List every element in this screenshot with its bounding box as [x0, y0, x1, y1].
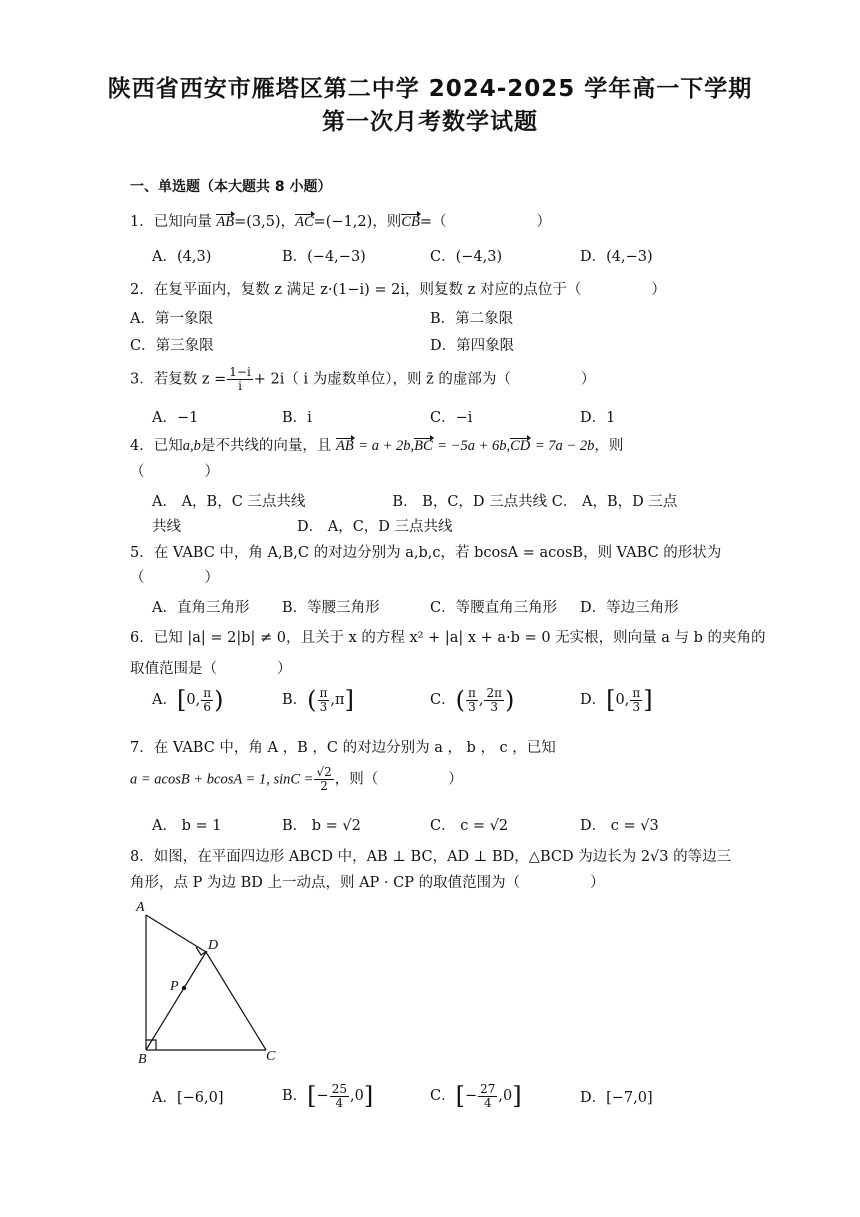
label-b: B — [138, 1052, 147, 1067]
question-number: 1． — [130, 214, 154, 230]
answer-paren: （ — [130, 464, 145, 480]
question-3 — [130, 366, 595, 393]
question-5 — [130, 541, 721, 562]
question-text: 在 VABC 中，角 A ，B ，C 的对边分别为 a ， b ， c ，已知 — [153, 740, 556, 756]
question-text: ，则（ — [334, 771, 379, 788]
quadrilateral-figure — [128, 897, 288, 1067]
q8-option-a[interactable]: A．[−6,0] — [152, 1090, 224, 1106]
vector-ab: AB — [335, 438, 354, 454]
q7-option-a[interactable]: A． b = 1 — [152, 818, 222, 834]
q2-option-b[interactable]: B．第二象限 — [430, 311, 514, 327]
question-number: 6． — [130, 630, 154, 646]
question-text: =（ — [419, 214, 447, 230]
question-text: + 2i（ i 为虚数单位），则 z̄ 的虚部为（ — [253, 371, 511, 388]
exam-title-line-2: 第一次月考数学试题 — [322, 109, 538, 135]
question-text: ，则 — [594, 438, 624, 454]
segment-bd — [146, 952, 206, 1050]
question-number: 4． — [130, 438, 154, 454]
q6-option-d[interactable]: D．[0, $\frac{\pi}{3}$ ] — [580, 685, 653, 714]
question-text: 取值范围是（ — [130, 661, 217, 677]
vectors-ab: a,b — [182, 438, 201, 454]
question-text: 角形，点 P 为边 BD 上一动点，则 AP · CP 的取值范围为（ — [130, 875, 521, 891]
answer-paren: ） — [204, 464, 219, 480]
answer-paren: ） — [204, 570, 219, 586]
q5-option-b[interactable]: B．等腰三角形 — [282, 600, 380, 616]
segment-dc — [206, 952, 266, 1050]
question-1 — [130, 210, 551, 231]
vector-ab: AB — [216, 214, 235, 230]
question-text: 若复数 z = — [153, 371, 227, 388]
question-text: 已知 |a| = 2|b| ≠ 0，且关于 x 的方程 x² + |a| x + a·b = 0 无实根，则向量 a 与 b 的夹角的 — [153, 630, 766, 646]
point-p — [182, 986, 186, 990]
q6-option-b[interactable]: B．( $\frac{\pi}{3}$ ,π] — [282, 685, 354, 714]
q2-option-a[interactable]: A．第一象限 — [130, 311, 213, 327]
segment-ad — [146, 915, 206, 952]
q2-option-d[interactable]: D．第四象限 — [430, 338, 515, 354]
question-6-line-2 — [130, 657, 292, 678]
q3-option-c[interactable]: C．−i — [430, 410, 473, 426]
fraction: $\frac{1-i}{i}$ — [229, 365, 251, 393]
q1-option-b[interactable]: B．(−4,−3) — [282, 249, 366, 265]
question-number: 5． — [130, 545, 154, 561]
label-d: D — [208, 938, 219, 953]
q1-option-d[interactable]: D．(4,−3) — [580, 249, 653, 265]
answer-paren: （ — [130, 570, 145, 586]
section-heading: 一、单选题（本大题共 8 小题） — [130, 179, 332, 195]
label-a: A — [136, 900, 145, 915]
equation: = a + 2b, — [358, 438, 415, 454]
answer-paren: ） — [448, 771, 463, 788]
question-text: 已知 — [153, 438, 183, 454]
answer-paren: ） — [580, 371, 596, 388]
question-text: ，则 — [372, 214, 402, 230]
q2-option-c[interactable]: C．第三象限 — [130, 338, 214, 354]
vector-value: =(3,5) — [234, 214, 281, 230]
question-6 — [130, 626, 766, 647]
q3-option-a[interactable]: A．−1 — [152, 410, 199, 426]
vector-cb: CB — [401, 214, 420, 230]
question-number: 7． — [130, 740, 154, 756]
question-number: 2． — [130, 282, 154, 298]
q7-option-c[interactable]: C． c = √2 — [430, 818, 509, 834]
q8-option-d[interactable]: D．[−7,0] — [580, 1090, 653, 1106]
question-5-paren — [130, 566, 219, 587]
question-7-condition — [130, 766, 463, 793]
question-4-paren — [130, 460, 219, 481]
question-7 — [130, 736, 556, 757]
q7-option-d[interactable]: D． c = √3 — [580, 818, 659, 834]
vector-bc: BC — [414, 438, 433, 454]
condition: a = acosB + bcosA = 1, sinC = — [130, 771, 314, 788]
q5-option-c[interactable]: C．等腰直角三角形 — [430, 600, 558, 616]
question-text: 在复平面内，复数 z 满足 z·(1−i) = 2i，则复数 z 对应的点位于（ — [153, 282, 582, 298]
label-c: C — [266, 1049, 276, 1064]
q5-option-a[interactable]: A．直角三角形 — [152, 600, 250, 616]
vector-value: =(−1,2) — [313, 214, 373, 230]
q8-option-b[interactable]: B．[− $\frac{25}{4}$ ,0] — [282, 1081, 374, 1110]
question-4 — [130, 434, 623, 455]
answer-paren: ） — [277, 661, 292, 677]
q4-options-line-1[interactable]: A． A，B，C 三点共线 B． B，C，D 三点共线 C． A，B，D 三点 — [152, 494, 678, 510]
question-8 — [130, 845, 731, 866]
question-number: 3． — [130, 371, 154, 388]
label-p: P — [170, 979, 179, 994]
equation: = −5a + 6b, — [437, 438, 511, 454]
q5-option-d[interactable]: D．等边三角形 — [580, 600, 679, 616]
q3-option-d[interactable]: D．1 — [580, 410, 616, 426]
q1-option-a[interactable]: A．(4,3) — [152, 249, 212, 265]
question-text: 是不共线的向量，且 — [200, 438, 332, 454]
separator: ， — [280, 214, 296, 230]
q7-option-b[interactable]: B． b = √2 — [282, 818, 361, 834]
answer-paren: ） — [651, 282, 666, 298]
q6-option-a[interactable]: A．[0, $\frac{\pi}{6}$ ) — [152, 685, 224, 714]
question-8-line-2 — [130, 871, 605, 892]
q8-option-c[interactable]: C．[− $\frac{27}{4}$ ,0] — [430, 1081, 522, 1110]
q4-options-line-2[interactable]: 共线 D． A，C，D 三点共线 — [152, 519, 453, 535]
question-text: 如图，在平面四边形 ABCD 中，AB ⊥ BC，AD ⊥ BD，△BCD 为边长为 2√3 的等边三 — [153, 849, 732, 865]
answer-paren: ） — [536, 214, 551, 230]
exam-title-line-1: 陕西省西安市雁塔区第二中学 2024-2025 学年高一下学期 — [107, 76, 753, 102]
question-text: 在 VABC 中，角 A,B,C 的对边分别为 a,b,c，若 bcosA = acosB，则 VABC 的形状为 — [153, 545, 722, 561]
vector-cd: CD — [510, 438, 531, 454]
q6-option-c[interactable]: C．( $\frac{\pi}{3}$ , $\frac{2\pi}{3}$ ) — [430, 685, 515, 714]
q1-option-c[interactable]: C．(−4,3) — [430, 249, 503, 265]
answer-paren: ） — [590, 875, 605, 891]
fraction: $\frac{√2}{2}$ — [316, 765, 332, 793]
question-2 — [130, 278, 666, 299]
q3-option-b[interactable]: B．i — [282, 410, 312, 426]
question-text: 已知向量 — [153, 214, 212, 230]
equation: = 7a − 2b — [534, 438, 595, 454]
question-number: 8． — [130, 849, 154, 865]
vector-ac: AC — [295, 214, 314, 230]
